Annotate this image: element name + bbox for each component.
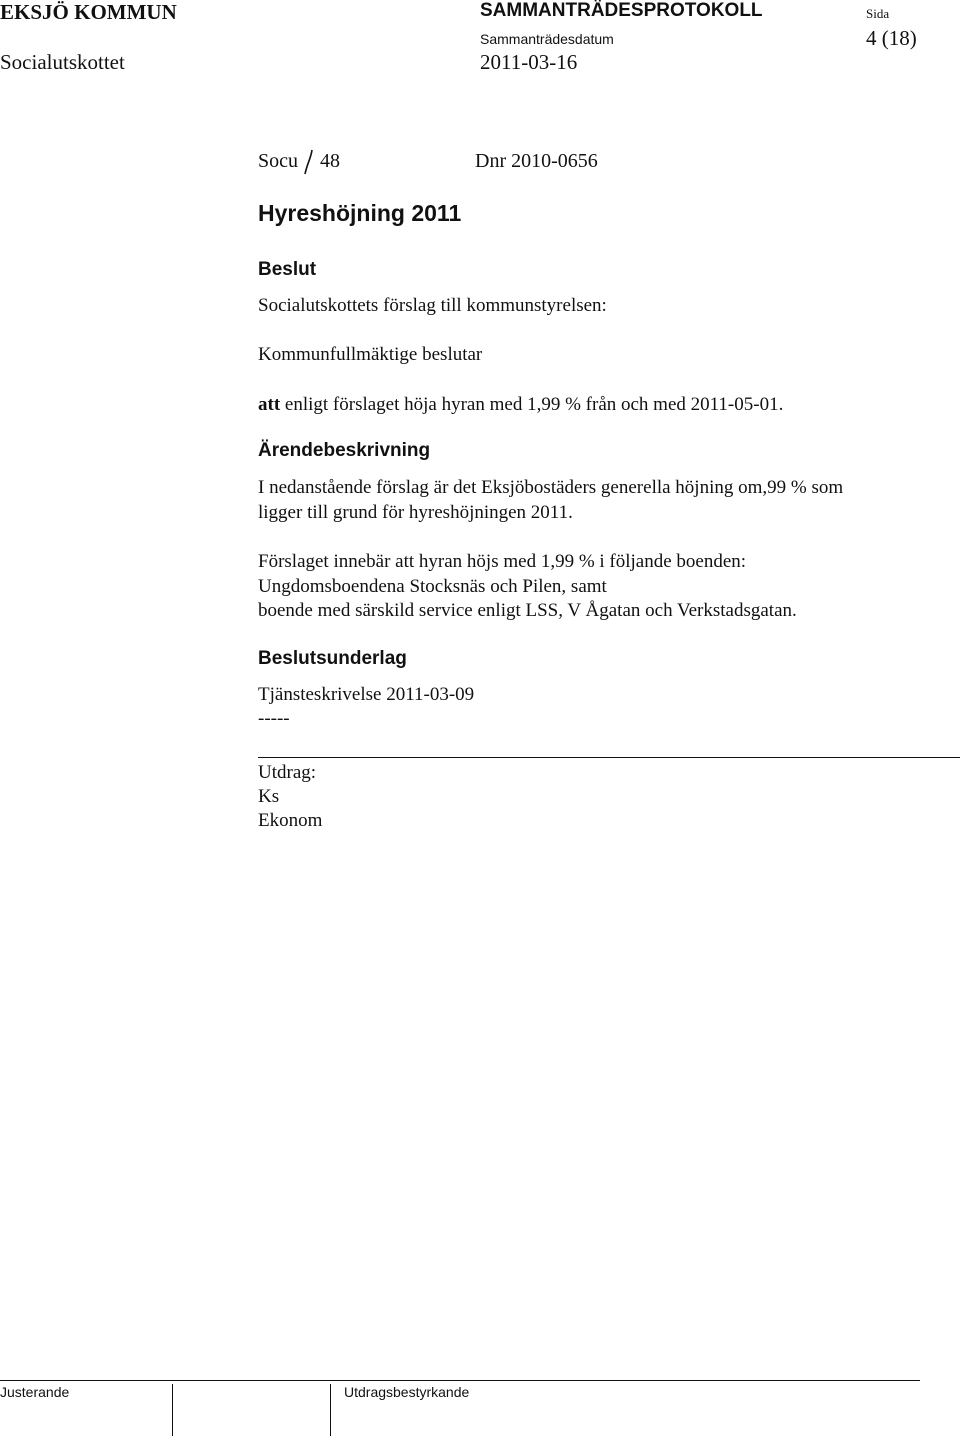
description-p2-line3: boende med särskild service enligt LSS, V Ågatan och Verkstadsgatan. (258, 600, 797, 621)
paragraph-label: Socu (258, 150, 298, 172)
distribution-recipient: Ks (258, 786, 280, 807)
att-text: enligt förslaget höja hyran med 1,99 % från och med 2011-05-01. (280, 394, 784, 415)
section-sign-icon (302, 148, 316, 176)
att-clause (258, 394, 783, 416)
document-type: SAMMANTRÄDESPROTOKOLL (480, 0, 763, 21)
distribution-label: Utdrag: (258, 762, 317, 783)
basis-item: Tjänsteskrivelse 2011-03-09 (258, 684, 475, 705)
signature-box-divider (172, 1384, 173, 1436)
basis-heading: Beslutsunderlag (258, 648, 407, 669)
department-name: Socialutskottet (0, 50, 125, 74)
council-line: Kommunfullmäktige beslutar (258, 344, 483, 365)
description-p1-line1: I nedanstående förslag är det Eksjöbostäders generella höjning om,99 % som (258, 477, 844, 498)
page-number: 4 (18) (866, 26, 917, 50)
organization-name: EKSJÖ KOMMUN (0, 0, 177, 24)
distribution-recipient: Ekonom (258, 810, 323, 831)
paragraph-number: 48 (320, 150, 340, 172)
footer-divider (0, 1380, 920, 1381)
decision-heading: Beslut (258, 259, 317, 280)
page-label: Sida (866, 6, 890, 21)
signature-box-divider (330, 1384, 331, 1436)
section-title: Hyreshöjning 2011 (258, 200, 462, 226)
meeting-date-label: Sammanträdesdatum (480, 31, 614, 47)
diary-number: Dnr 2010-0656 (475, 150, 598, 172)
proposal-line: Socialutskottets förslag till kommunstyrelsen: (258, 295, 607, 316)
utdragsbestyrkande-label: Utdragsbestyrkande (344, 1384, 470, 1400)
description-p2-line1: Förslaget innebär att hyran höjs med 1,99 % i följande boenden: (258, 551, 747, 572)
basis-separator: ----- (258, 708, 290, 729)
justerande-label: Justerande (0, 1384, 70, 1400)
att-word: att (258, 394, 281, 415)
description-p2-line2: Ungdomsboendena Stocksnäs och Pilen, samt (258, 576, 607, 597)
description-heading: Ärendebeskrivning (258, 440, 431, 461)
meeting-date: 2011-03-16 (480, 50, 578, 74)
description-p1-line2: ligger till grund för hyreshöjningen 2011. (258, 502, 573, 523)
distribution-divider (258, 757, 960, 758)
